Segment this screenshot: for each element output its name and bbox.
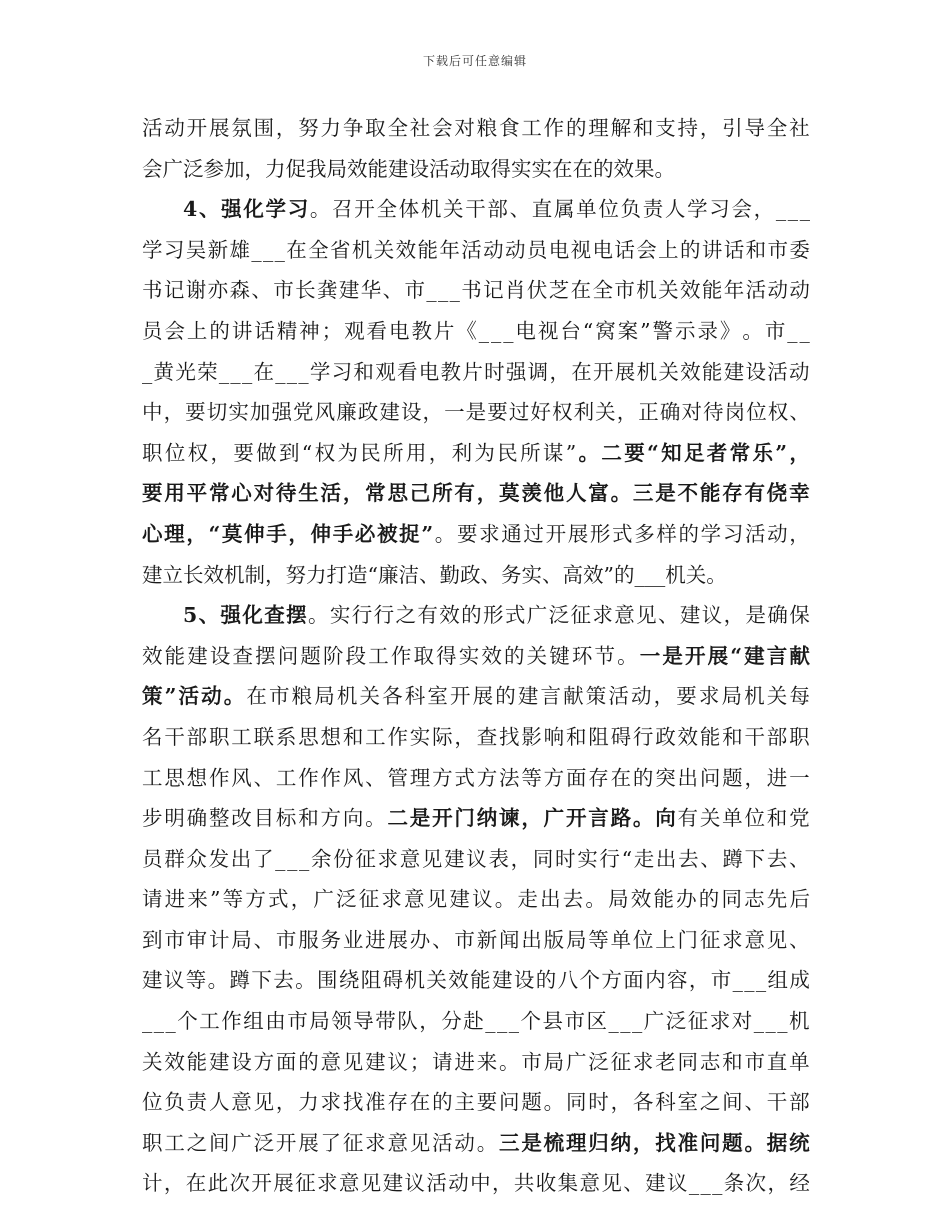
text-line: _ 黄 光 荣 _ _ _ 在 _ _ _ 学 习 和 观 看 电 教 片 时 强 调 ， 在 开 展 机 关 效 能 建 设 活 动 [142,359,810,384]
text-line: 学 习 吴 新 雄 _ _ _ 在 全 省 机 关 效 能 年 活 动 动 员 电 视 电 话 会 上 的 讲 话 和 市 委 [142,237,810,262]
text-line: 活 动 开 展 氛 围 ， 努 力 争 取 全 社 会 对 粮 食 工 作 的 理 解 和 支 持 ， 引 导 全 社 [142,116,810,140]
text-line: 职 位 权 ， 要 做 到 “ 权 为 民 所 用 ， 利 为 民 所 谋 ” 。 二 要 “ 知 足 者 常 乐 ” ， [142,440,810,465]
text-line: 心 理 ， “ 莫 伸 手 ， 伸 手 必 被 捉 ” 。 要 求 通 过 开 展 形 式 多 样 的 学 习 活 动 ， [142,521,810,546]
text-line: 工 思 想 作 风 、 工 作 作 风 、 管 理 方 式 方 法 等 方 面 存 在 的 突 出 问 题 ， 进 一 [142,765,810,790]
text-line: 计 ， 在 此 次 开 展 征 求 意 见 建 议 活 动 中 ， 共 收 集 意 见 、 建 议 _ _ _ 条 次 ， 经 [142,1171,810,1196]
text-line: 步 明 确 整 改 目 标 和 方 向 。 二 是 开 门 纳 谏 ， 广 开 言 路 。 向 有 关 单 位 和 党 [142,806,810,831]
text-line: 建 立 长 效 机 制 ， 努 力 打 造 “ 廉 洁 、 勤 政 、 务 实 、 高 效 ” 的 _ _ _ 机 关 。 [142,562,727,587]
text-line: 员 群 众 发 出 了 _ _ _ 余 份 征 求 意 见 建 议 表 ， 同 时 实 行 “ 走 出 去 、 蹲 下 去 、 [142,846,810,871]
text-line: 员 会 上 的 讲 话 精 神 ； 观 看 电 教 片 《 _ _ _ 电 视 台 “ 窝 案 ” 警 示 录 》 。 市 _ _ [142,318,810,343]
text-line: 策 ” 活 动 。 在 市 粮 局 机 关 各 科 室 开 展 的 建 言 献 策 活 动 ， 要 求 局 机 关 每 [142,684,810,709]
text-line: 中 ， 要 切 实 加 强 党 风 廉 政 建 设 ， 一 是 要 过 好 权 利 关 ， 正 确 对 待 岗 位 权 、 [142,400,810,425]
text-line: _ _ _ 个 工 作 组 由 市 局 领 导 带 队 ， 分 赴 _ _ _ 个 县 市 区 _ _ _ 广 泛 征 求 对 _ _ _ 机 [142,1009,810,1034]
text-line: 关 效 能 建 设 方 面 的 意 见 建 议 ； 请 进 来 。 市 局 广 泛 征 求 老 同 志 和 市 直 单 [142,1049,810,1074]
text-line: 请 进 来 ” 等 方 式 ， 广 泛 征 求 意 见 建 议 。 走 出 去 。 局 效 能 办 的 同 志 先 后 [142,887,810,912]
document-body [142,108,810,1204]
text-line: 名 干 部 职 工 联 系 思 想 和 工 作 实 际 ， 查 找 影 响 和 阻 碍 行 政 效 能 和 干 部 职 [142,724,810,749]
text-line: 效 能 建 设 查 摆 问 题 阶 段 工 作 取 得 实 效 的 关 键 环 节 。 一 是 开 展 “ 建 言 献 [142,643,810,668]
text-line: 书 记 谢 亦 森 、 市 长 龚 建 华 、 市 _ _ _ 书 记 肖 伏 芝 在 全 市 机 关 效 能 年 活 动 动 [142,278,810,303]
text-line: 5 、 强 化 查 摆 。 实 行 行 之 有 效 的 形 式 广 泛 征 求 意 见 、 建 议 ， 是 确 保 [183,603,810,628]
text-line: 会 广 泛 参 加 ， 力 促 我 局 效 能 建 设 活 动 取 得 实 实 在 在 的 效 果 。 [142,156,675,181]
text-line: 4 、 强 化 学 习 。 召 开 全 体 机 关 干 部 、 直 属 单 位 负 责 人 学 习 会 ， _ _ _ [183,197,810,222]
text-line: 职 工 之 间 广 泛 开 展 了 征 求 意 见 活 动 。 三 是 梳 理 归 纳 ， 找 准 问 题 。 据 统 [142,1130,810,1155]
text-line: 建 议 等 。 蹲 下 去 。 围 绕 阻 碍 机 关 效 能 建 设 的 八 个 方 面 内 容 ， 市 _ _ _ 组 成 [142,968,810,993]
text-line: 到 市 审 计 局 、 市 服 务 业 进 展 办 、 市 新 闻 出 版 局 等 单 位 上 门 征 求 意 见 、 [142,927,810,952]
text-line: 位 负 责 人 意 见 ， 力 求 找 准 存 在 的 主 要 问 题 。 同 时 ， 各 科 室 之 间 、 干 部 [142,1090,810,1115]
page-header-note: 下载后可任意编辑 [422,54,527,68]
text-line: 要 用 平 常 心 对 待 生 活 ， 常 思 己 所 有 ， 莫 羡 他 人 富 。 三 是 不 能 存 有 侥 幸 [142,481,810,506]
